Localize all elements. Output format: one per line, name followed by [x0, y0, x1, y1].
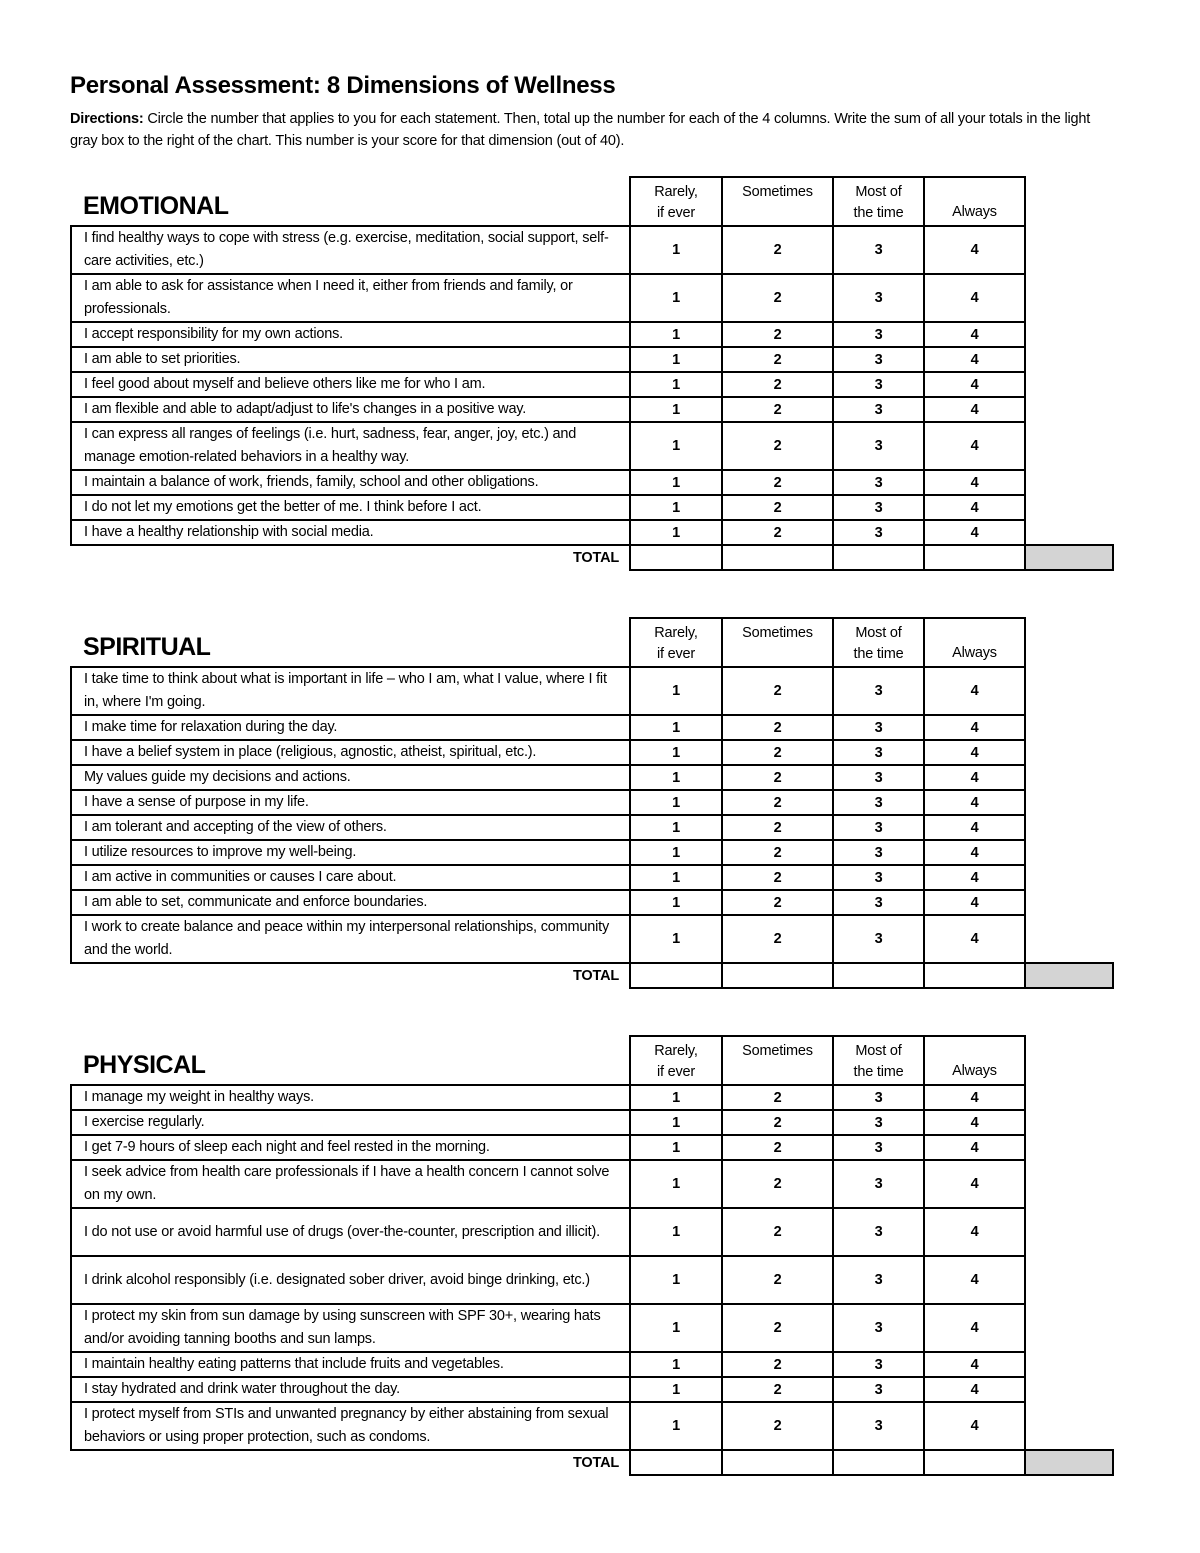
statement-text: I stay hydrated and drink water throughout the day. [71, 1377, 630, 1402]
spacer-cell [1025, 1352, 1113, 1377]
column-header-most-of-the-time [833, 618, 924, 667]
column-header-always-label: Always [952, 204, 997, 220]
spacer-cell [1025, 422, 1113, 470]
statement-text: I have a sense of purpose in my life. [71, 790, 630, 815]
column-header-rarely-label: if ever [656, 205, 696, 221]
statement-text: I protect myself from STIs and unwanted pregnancy by either abstaining from sexual behaviors or using proper protection, such as condoms. [71, 1402, 630, 1450]
rating-option-3[interactable]: 3 [833, 347, 924, 372]
table-row [71, 890, 1113, 915]
rating-option-3[interactable]: 3 [833, 790, 924, 815]
column-header-always-label: Always [952, 1063, 997, 1079]
column-total-box-1[interactable] [630, 1450, 722, 1475]
spacer-cell [1025, 890, 1113, 915]
section-spiritual [70, 617, 1114, 989]
rating-option-2[interactable]: 2 [722, 1208, 833, 1256]
dimension-title: PHYSICAL [83, 1051, 206, 1079]
rating-option-2[interactable]: 2 [722, 865, 833, 890]
spacer-cell [1025, 226, 1113, 274]
rating-option-2[interactable]: 2 [722, 815, 833, 840]
table-row [71, 790, 1113, 815]
rating-option-4[interactable]: 4 [924, 1110, 1025, 1135]
rating-option-2[interactable]: 2 [722, 274, 833, 322]
total-label: TOTAL [573, 968, 619, 984]
table-row [71, 1208, 1113, 1256]
column-header-always [924, 177, 1025, 226]
column-header-rarely-label: Rarely, [654, 1043, 698, 1059]
rating-option-1[interactable]: 1 [630, 422, 722, 470]
rating-option-4[interactable]: 4 [924, 1377, 1025, 1402]
rating-option-2[interactable]: 2 [722, 765, 833, 790]
rating-option-3[interactable]: 3 [833, 1304, 924, 1352]
column-header-rarely [630, 618, 722, 667]
column-total-box-2[interactable] [722, 1450, 833, 1475]
rating-option-4[interactable]: 4 [924, 274, 1025, 322]
rating-option-4[interactable]: 4 [924, 865, 1025, 890]
column-header-sometimes [722, 177, 833, 226]
statement-text: I do not let my emotions get the better of me. I think before I act. [71, 495, 630, 520]
spacer-cell [1025, 715, 1113, 740]
table-row [71, 815, 1113, 840]
table-row [71, 1085, 1113, 1110]
column-total-box-4[interactable] [924, 963, 1025, 988]
spacer-cell [1025, 1304, 1113, 1352]
rating-option-4[interactable]: 4 [924, 495, 1025, 520]
table-row [71, 715, 1113, 740]
dimension-heading-cell [71, 618, 630, 667]
rating-option-2[interactable]: 2 [722, 840, 833, 865]
rating-option-3[interactable]: 3 [833, 372, 924, 397]
table-row [71, 667, 1113, 715]
column-header-rarely [630, 1036, 722, 1085]
rating-option-2[interactable]: 2 [722, 1085, 833, 1110]
rating-option-2[interactable]: 2 [722, 890, 833, 915]
rating-option-1[interactable]: 1 [630, 520, 722, 545]
column-total-box-3[interactable] [833, 1450, 924, 1475]
table-row [71, 1377, 1113, 1402]
column-header-most-of-the-time-label: Most of [855, 625, 902, 641]
column-header-most-of-the-time-label: the time [853, 646, 904, 662]
page-title: Personal Assessment: 8 Dimensions of Wellness [70, 72, 616, 99]
table-row [71, 397, 1113, 422]
statement-text: I have a belief system in place (religious, agnostic, atheist, spiritual, etc.). [71, 740, 630, 765]
table-row [71, 422, 1113, 470]
rating-option-2[interactable]: 2 [722, 422, 833, 470]
spacer-cell [1025, 520, 1113, 545]
column-header-always [924, 1036, 1025, 1085]
assessment-table [70, 617, 1114, 989]
spacer-cell [1025, 815, 1113, 840]
column-total-box-1[interactable] [630, 545, 722, 570]
statement-text: I am able to set priorities. [71, 347, 630, 372]
spacer-cell [1025, 1256, 1113, 1304]
dimension-score-box[interactable] [1025, 1450, 1113, 1475]
rating-option-1[interactable]: 1 [630, 470, 722, 495]
rating-option-3[interactable]: 3 [833, 1110, 924, 1135]
column-header-most-of-the-time [833, 1036, 924, 1085]
spacer-cell [1025, 372, 1113, 397]
spacer-cell [1025, 667, 1113, 715]
statement-text: I exercise regularly. [71, 1110, 630, 1135]
rating-option-2[interactable]: 2 [722, 1402, 833, 1450]
total-label: TOTAL [573, 1455, 619, 1471]
statement-text: I protect my skin from sun damage by using sunscreen with SPF 30+, wearing hats and/or avoiding tanning booths and sun lamps. [71, 1304, 630, 1352]
rating-option-1[interactable]: 1 [630, 1110, 722, 1135]
rating-option-2[interactable]: 2 [722, 740, 833, 765]
column-header-sometimes-label: Sometimes [742, 184, 813, 200]
statement-text: I drink alcohol responsibly (i.e. designated sober driver, avoid binge drinking, etc.) [71, 1256, 630, 1304]
rating-option-1[interactable]: 1 [630, 495, 722, 520]
rating-option-3[interactable]: 3 [833, 495, 924, 520]
column-header-most-of-the-time-label: Most of [855, 1043, 902, 1059]
rating-option-2[interactable]: 2 [722, 1135, 833, 1160]
spacer-cell [1025, 322, 1113, 347]
rating-option-3[interactable]: 3 [833, 1160, 924, 1208]
table-row [71, 322, 1113, 347]
rating-option-3[interactable]: 3 [833, 470, 924, 495]
spacer-cell [1025, 1402, 1113, 1450]
column-header-most-of-the-time [833, 177, 924, 226]
rating-option-1[interactable]: 1 [630, 815, 722, 840]
spacer-cell [1025, 1135, 1113, 1160]
rating-option-4[interactable]: 4 [924, 765, 1025, 790]
rating-option-4[interactable]: 4 [924, 372, 1025, 397]
statement-text: I take time to think about what is important in life – who I am, what I value, where I fit in, where I'm going. [71, 667, 630, 715]
rating-option-4[interactable]: 4 [924, 347, 1025, 372]
column-header-sometimes [722, 618, 833, 667]
rating-option-1[interactable]: 1 [630, 840, 722, 865]
table-row [71, 274, 1113, 322]
table-row [71, 1256, 1113, 1304]
table-row [71, 915, 1113, 963]
rating-option-4[interactable]: 4 [924, 1402, 1025, 1450]
table-row [71, 865, 1113, 890]
rating-option-2[interactable]: 2 [722, 470, 833, 495]
column-total-box-1[interactable] [630, 963, 722, 988]
rating-option-4[interactable]: 4 [924, 1208, 1025, 1256]
rating-option-3[interactable]: 3 [833, 1085, 924, 1110]
column-header-rarely [630, 177, 722, 226]
statement-text: I do not use or avoid harmful use of drugs (over-the-counter, prescription and illicit). [71, 1208, 630, 1256]
rating-option-1[interactable]: 1 [630, 740, 722, 765]
rating-option-1[interactable]: 1 [630, 1208, 722, 1256]
spacer-cell [1025, 840, 1113, 865]
rating-option-1[interactable]: 1 [630, 765, 722, 790]
statement-text: I feel good about myself and believe others like me for who I am. [71, 372, 630, 397]
statement-text: My values guide my decisions and actions. [71, 765, 630, 790]
rating-option-3[interactable]: 3 [833, 815, 924, 840]
rating-option-1[interactable]: 1 [630, 322, 722, 347]
table-row [71, 1110, 1113, 1135]
rating-option-1[interactable]: 1 [630, 1256, 722, 1304]
rating-option-1[interactable]: 1 [630, 790, 722, 815]
rating-option-3[interactable]: 3 [833, 274, 924, 322]
spacer-cell [1025, 347, 1113, 372]
assessment-table [70, 1035, 1114, 1476]
rating-option-2[interactable]: 2 [722, 915, 833, 963]
rating-option-4[interactable]: 4 [924, 397, 1025, 422]
rating-option-3[interactable]: 3 [833, 1402, 924, 1450]
rating-option-2[interactable]: 2 [722, 372, 833, 397]
column-header-most-of-the-time-label: the time [853, 205, 904, 221]
rating-option-3[interactable]: 3 [833, 765, 924, 790]
total-label: TOTAL [573, 550, 619, 566]
table-row [71, 1304, 1113, 1352]
table-row [71, 520, 1113, 545]
rating-option-1[interactable]: 1 [630, 397, 722, 422]
rating-option-2[interactable]: 2 [722, 715, 833, 740]
spacer-cell [1025, 865, 1113, 890]
statement-text: I make time for relaxation during the day. [71, 715, 630, 740]
spacer-cell [1025, 1036, 1113, 1085]
rating-option-4[interactable]: 4 [924, 1085, 1025, 1110]
table-row [71, 372, 1113, 397]
rating-option-2[interactable]: 2 [722, 1110, 833, 1135]
statement-text: I am active in communities or causes I care about. [71, 865, 630, 890]
column-header-rarely-label: Rarely, [654, 184, 698, 200]
rating-option-3[interactable]: 3 [833, 890, 924, 915]
rating-option-2[interactable]: 2 [722, 1304, 833, 1352]
rating-option-3[interactable]: 3 [833, 1208, 924, 1256]
column-header-most-of-the-time-label: Most of [855, 184, 902, 200]
section-emotional [70, 176, 1114, 571]
spacer-cell [1025, 1377, 1113, 1402]
spacer-cell [1025, 618, 1113, 667]
rating-option-1[interactable]: 1 [630, 915, 722, 963]
rating-option-2[interactable]: 2 [722, 1256, 833, 1304]
rating-option-2[interactable]: 2 [722, 1160, 833, 1208]
statement-text: I am tolerant and accepting of the view of others. [71, 815, 630, 840]
rating-option-2[interactable]: 2 [722, 347, 833, 372]
rating-option-3[interactable]: 3 [833, 1352, 924, 1377]
directions-text: Circle the number that applies to you for each statement. Then, total up the number for each of the 4 columns. Write the sum of all your totals in the light gray box to the right of the chart. This number is your score for that dimension (out of 40). [70, 111, 1091, 149]
spacer-cell [1025, 1110, 1113, 1135]
spacer-cell [1025, 470, 1113, 495]
rating-option-1[interactable]: 1 [630, 865, 722, 890]
rating-option-4[interactable]: 4 [924, 1256, 1025, 1304]
rating-option-1[interactable]: 1 [630, 1352, 722, 1377]
rating-option-4[interactable]: 4 [924, 740, 1025, 765]
statement-text: I work to create balance and peace within my interpersonal relationships, community and the world. [71, 915, 630, 963]
rating-option-4[interactable]: 4 [924, 790, 1025, 815]
column-total-box-3[interactable] [833, 963, 924, 988]
spacer-cell [1025, 765, 1113, 790]
rating-option-3[interactable]: 3 [833, 715, 924, 740]
column-total-box-4[interactable] [924, 1450, 1025, 1475]
table-row [71, 226, 1113, 274]
spacer-cell [1025, 397, 1113, 422]
statement-text: I have a healthy relationship with social media. [71, 520, 630, 545]
rating-option-4[interactable]: 4 [924, 470, 1025, 495]
spacer-cell [1025, 1208, 1113, 1256]
rating-option-3[interactable]: 3 [833, 1135, 924, 1160]
rating-option-1[interactable]: 1 [630, 1135, 722, 1160]
rating-option-4[interactable]: 4 [924, 226, 1025, 274]
table-row [71, 840, 1113, 865]
rating-option-4[interactable]: 4 [924, 915, 1025, 963]
rating-option-2[interactable]: 2 [722, 1352, 833, 1377]
rating-option-1[interactable]: 1 [630, 372, 722, 397]
table-row [71, 470, 1113, 495]
rating-option-1[interactable]: 1 [630, 890, 722, 915]
table-row [71, 765, 1113, 790]
table-row [71, 347, 1113, 372]
table-row [71, 1160, 1113, 1208]
table-row [71, 1135, 1113, 1160]
statement-text: I accept responsibility for my own actions. [71, 322, 630, 347]
rating-option-1[interactable]: 1 [630, 667, 722, 715]
rating-option-4[interactable]: 4 [924, 890, 1025, 915]
rating-option-3[interactable]: 3 [833, 520, 924, 545]
statement-text: I manage my weight in healthy ways. [71, 1085, 630, 1110]
statement-text: I am flexible and able to adapt/adjust to life's changes in a positive way. [71, 397, 630, 422]
column-total-box-4[interactable] [924, 545, 1025, 570]
dimension-score-box[interactable] [1025, 545, 1113, 570]
dimension-score-box[interactable] [1025, 963, 1113, 988]
spacer-cell [1025, 177, 1113, 226]
rating-option-1[interactable]: 1 [630, 1402, 722, 1450]
rating-option-3[interactable]: 3 [833, 397, 924, 422]
rating-option-2[interactable]: 2 [722, 322, 833, 347]
dimension-title: SPIRITUAL [83, 633, 211, 661]
dimension-heading-cell [71, 1036, 630, 1085]
rating-option-1[interactable]: 1 [630, 1377, 722, 1402]
spacer-cell [1025, 274, 1113, 322]
column-total-box-2[interactable] [722, 545, 833, 570]
spacer-cell [1025, 790, 1113, 815]
column-header-sometimes-label: Sometimes [742, 625, 813, 641]
spacer-cell [1025, 740, 1113, 765]
rating-option-4[interactable]: 4 [924, 1160, 1025, 1208]
dimension-heading-cell [71, 177, 630, 226]
column-total-box-3[interactable] [833, 545, 924, 570]
rating-option-3[interactable]: 3 [833, 322, 924, 347]
statement-text: I seek advice from health care professionals if I have a health concern I cannot solve on my own. [71, 1160, 630, 1208]
column-header-rarely-label: Rarely, [654, 625, 698, 641]
rating-option-1[interactable]: 1 [630, 1304, 722, 1352]
spacer-cell [1025, 495, 1113, 520]
spacer-cell [1025, 915, 1113, 963]
rating-option-3[interactable]: 3 [833, 1256, 924, 1304]
table-row [71, 1352, 1113, 1377]
rating-option-3[interactable]: 3 [833, 422, 924, 470]
rating-option-2[interactable]: 2 [722, 790, 833, 815]
directions-label: Directions: [70, 111, 144, 127]
spacer-cell [1025, 1085, 1113, 1110]
rating-option-3[interactable]: 3 [833, 865, 924, 890]
column-header-rarely-label: if ever [656, 646, 696, 662]
statement-text: I maintain a balance of work, friends, family, school and other obligations. [71, 470, 630, 495]
rating-option-4[interactable]: 4 [924, 322, 1025, 347]
section-physical [70, 1035, 1114, 1476]
statement-text: I am able to ask for assistance when I need it, either from friends and family, or professionals. [71, 274, 630, 322]
rating-option-4[interactable]: 4 [924, 1304, 1025, 1352]
dimension-title: EMOTIONAL [83, 192, 229, 220]
table-row [71, 495, 1113, 520]
rating-option-2[interactable]: 2 [722, 520, 833, 545]
rating-option-3[interactable]: 3 [833, 840, 924, 865]
rating-option-4[interactable]: 4 [924, 815, 1025, 840]
column-header-rarely-label: if ever [656, 1064, 696, 1080]
column-header-always-label: Always [952, 645, 997, 661]
assessment-table [70, 176, 1114, 571]
rating-option-3[interactable]: 3 [833, 1377, 924, 1402]
table-row [71, 740, 1113, 765]
rating-option-2[interactable]: 2 [722, 397, 833, 422]
rating-option-3[interactable]: 3 [833, 667, 924, 715]
rating-option-2[interactable]: 2 [722, 667, 833, 715]
statement-text: I maintain healthy eating patterns that include fruits and vegetables. [71, 1352, 630, 1377]
statement-text: I am able to set, communicate and enforce boundaries. [71, 890, 630, 915]
statement-text: I get 7-9 hours of sleep each night and feel rested in the morning. [71, 1135, 630, 1160]
rating-option-3[interactable]: 3 [833, 226, 924, 274]
column-header-most-of-the-time-label: the time [853, 1064, 904, 1080]
rating-option-4[interactable]: 4 [924, 520, 1025, 545]
rating-option-1[interactable]: 1 [630, 226, 722, 274]
rating-option-1[interactable]: 1 [630, 347, 722, 372]
rating-option-4[interactable]: 4 [924, 840, 1025, 865]
column-header-sometimes-label: Sometimes [742, 1043, 813, 1059]
rating-option-1[interactable]: 1 [630, 1160, 722, 1208]
spacer-cell [1025, 1160, 1113, 1208]
rating-option-2[interactable]: 2 [722, 1377, 833, 1402]
column-total-box-2[interactable] [722, 963, 833, 988]
rating-option-3[interactable]: 3 [833, 915, 924, 963]
rating-option-2[interactable]: 2 [722, 495, 833, 520]
rating-option-4[interactable]: 4 [924, 422, 1025, 470]
statement-text: I can express all ranges of feelings (i.e. hurt, sadness, fear, anger, joy, etc.) and manage emotion-related behaviors in a healthy way. [71, 422, 630, 470]
rating-option-1[interactable]: 1 [630, 1085, 722, 1110]
statement-text: I utilize resources to improve my well-being. [71, 840, 630, 865]
column-header-sometimes [722, 1036, 833, 1085]
statement-text: I find healthy ways to cope with stress (e.g. exercise, meditation, social support, self-care activities, etc.) [71, 226, 630, 274]
rating-option-4[interactable]: 4 [924, 715, 1025, 740]
rating-option-1[interactable]: 1 [630, 274, 722, 322]
rating-option-4[interactable]: 4 [924, 667, 1025, 715]
column-header-always [924, 618, 1025, 667]
rating-option-3[interactable]: 3 [833, 740, 924, 765]
directions [70, 108, 1120, 152]
rating-option-1[interactable]: 1 [630, 715, 722, 740]
rating-option-4[interactable]: 4 [924, 1352, 1025, 1377]
table-row [71, 1402, 1113, 1450]
rating-option-4[interactable]: 4 [924, 1135, 1025, 1160]
rating-option-2[interactable]: 2 [722, 226, 833, 274]
